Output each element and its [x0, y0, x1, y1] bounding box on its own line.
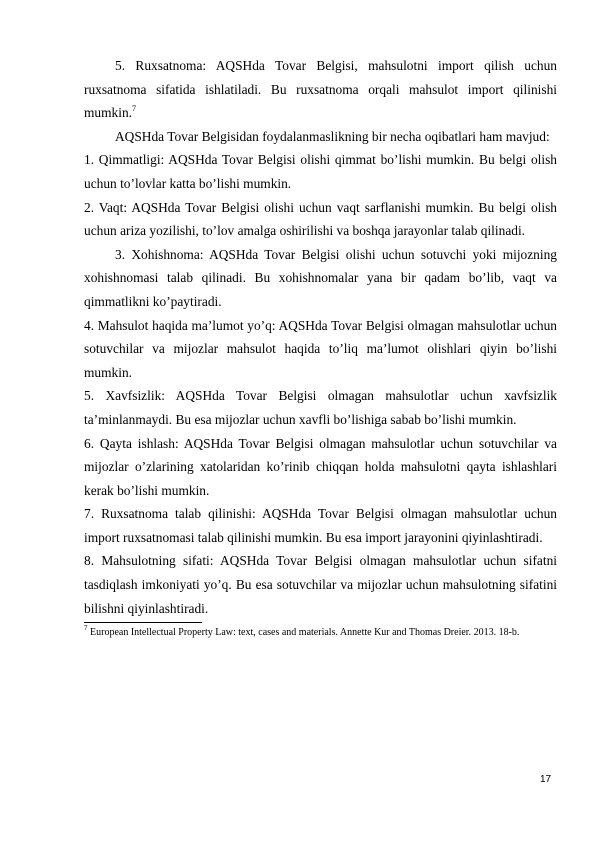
list-item-4: 4. Mahsulot haqida ma’lumot yo’q: AQSHda Tovar Belgisi olmagan mahsulotlar uchun sotuvchilar va mijozlar mahsulot haqida to’liq ma’lumot olishlari qiyin bo’lishi mumkin. — [84, 317, 557, 380]
paragraph-1 — [84, 54, 557, 125]
footnote-ref-7[interactable]: 7 — [132, 103, 136, 113]
list-item-6: 6. Qayta ishlash: AQSHda Tovar Belgisi olmagan mahsulotlar uchun sotuvchilar va mijozlar o’zlarining xatolaridan ko’rinib chiqqan holda mahsulotni qayta ishlashlari kerak bo’lishi mumkin. — [84, 435, 557, 498]
footnote-mark: 7 — [84, 623, 88, 632]
page-number: 17 — [540, 774, 552, 785]
footnote-text: European Intellectual Property Law: text, cases and materials. Annette Kur and Thomas Dreier. 2013. 18-b. — [87, 627, 520, 639]
list-item-8: 8. Mahsulotning sifati: AQSHda Tovar Belgisi olmagan mahsulotlar uchun sifatni tasdiqlash imkoniyati yo’q. Bu esa sotuvchilar va mijozlar uchun mahsulotning sifatini bilishni qiyinlashtiradi. — [84, 553, 557, 616]
list-item-3: 3. Xohishnoma: AQSHda Tovar Belgisi olishi uchun sotuvchi yoki mijozning xohishnomasi talab qilinadi. Bu xohishnomalar yana bir qadam bo’lib, vaqt va qimmatlikni ko’paytiradi. — [84, 246, 557, 309]
paragraph-2: AQSHda Tovar Belgisidan foydalanmaslikning bir necha oqibatlari ham mavjud: — [115, 128, 550, 144]
list-item-5: 5. Xavfsizlik: AQSHda Tovar Belgisi olmagan mahsulotlar uchun xavfsizlik ta’minlanmaydi. Bu esa mijozlar uchun xavfli bo’lishiga sabab bo’lishi mumkin. — [84, 388, 557, 427]
list-item-1: 1. Qimmatligi: AQSHda Tovar Belgisi olishi qimmat bo’lishi mumkin. Bu belgi olish uchun to’lovlar katta bo’lishi mumkin. — [84, 152, 557, 191]
footnote — [84, 623, 557, 641]
document-body — [84, 54, 557, 641]
paragraph-1-text: 5. Ruxsatnoma: AQSHda Tovar Belgisi, mahsulotni import qilish uchun ruxsatnoma sifatida ishlatiladi. Bu ruxsatnoma orqali mahsulot import qilinishi mumkin. — [84, 58, 557, 121]
list-item-7: 7. Ruxsatnoma talab qilinishi: AQSHda Tovar Belgisi olmagan mahsulotlar uchun import ruxsatnomasi talab qilinishi mumkin. Bu esa import jarayonini qiyinlashtiradi. — [84, 506, 557, 545]
list-item-2: 2. Vaqt: AQSHda Tovar Belgisi olishi uchun vaqt sarflanishi mumkin. Bu belgi olish uchun ariza yozilishi, to’lov amalga oshirilishi va boshqa jarayonlar talab qilinadi. — [84, 199, 557, 239]
